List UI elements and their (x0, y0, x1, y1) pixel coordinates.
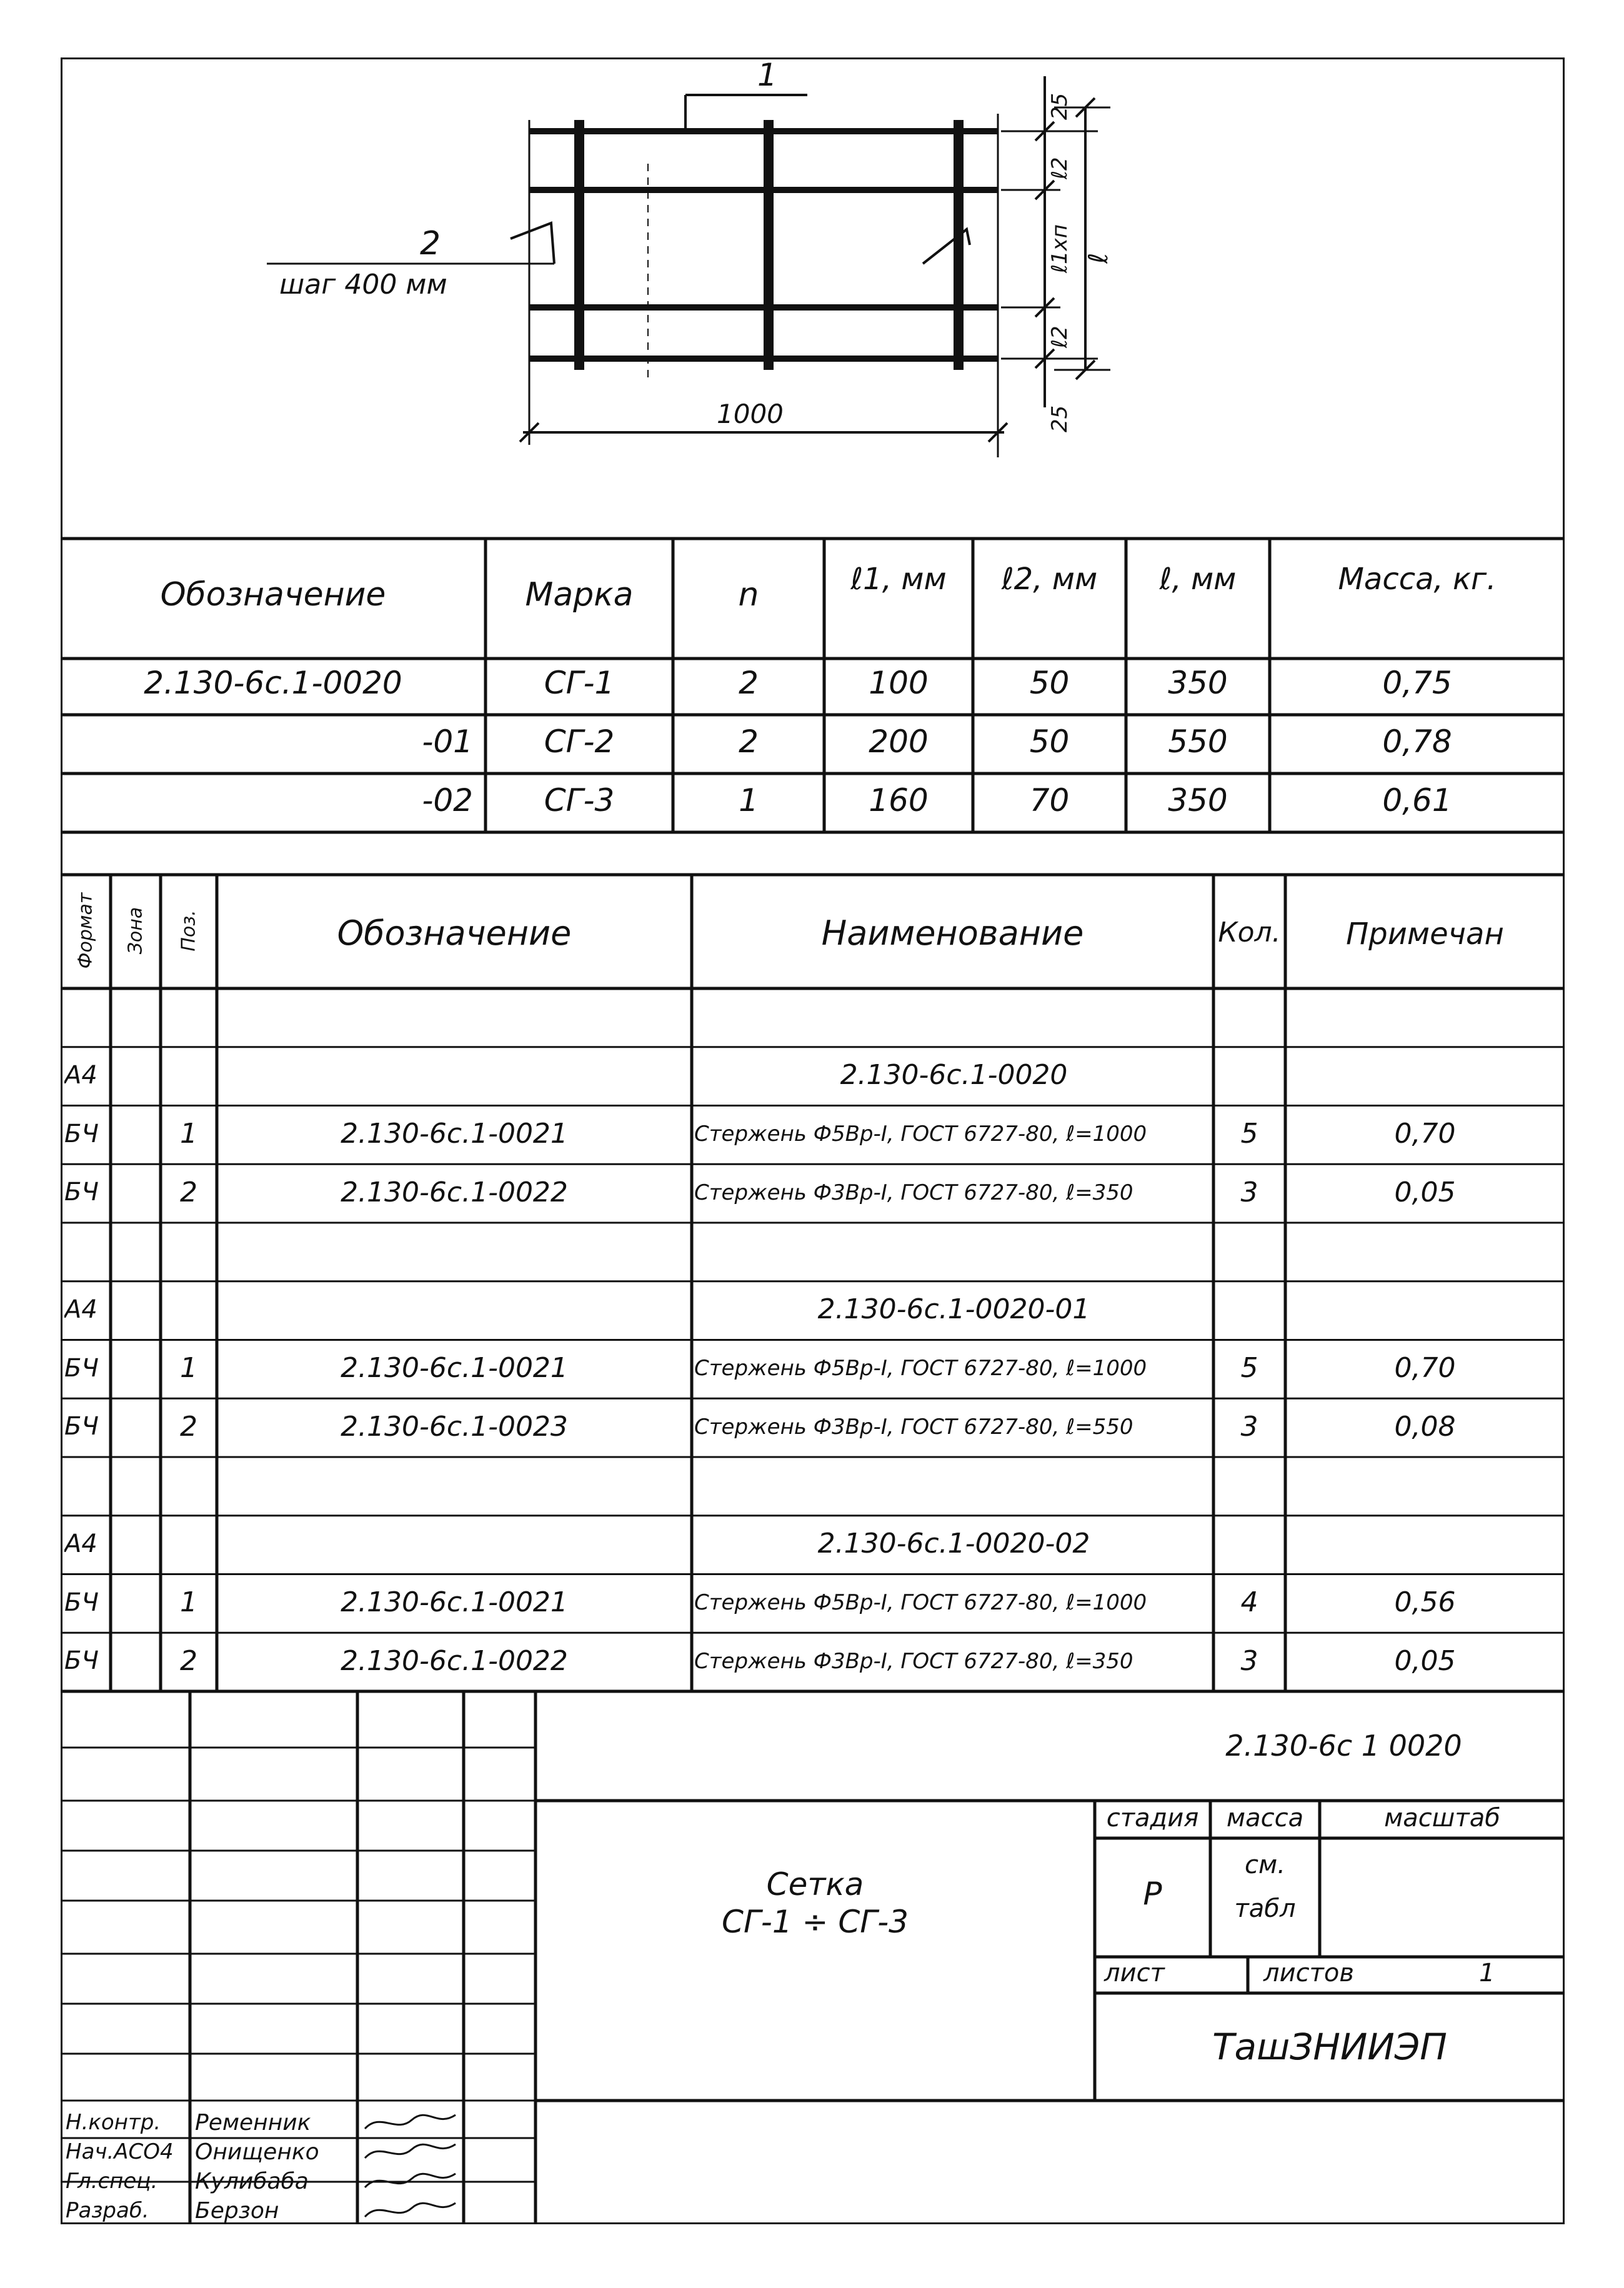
spec-cell-name: 2.130-6с.1-0020-02 (817, 1528, 1090, 1560)
spec-cell-name: Стержень Ф3Вр-I, ГОСТ 6727-80, ℓ=350 (694, 1649, 1133, 1674)
mesh-cell-l1: 160 (869, 782, 929, 818)
mesh-cell-n: 1 (739, 782, 759, 818)
spec-cell-note: 0,56 (1394, 1586, 1456, 1619)
signature-role: Нач.АСО4 (66, 2139, 174, 2164)
organization: ТашЗНИИЭП (1212, 2026, 1447, 2068)
spec-cell-pos: 2 (180, 1176, 197, 1208)
mesh-drawing (267, 76, 1110, 457)
signature-role: Н.контр. (66, 2110, 161, 2135)
spec-cell-pos: 1 (180, 1118, 197, 1150)
mesh-cell-l: 550 (1168, 724, 1228, 760)
spec-cell-pos: 2 (180, 1410, 197, 1443)
dim-length: 1000 (717, 399, 784, 429)
mesh-header-mark: Марка (525, 576, 634, 614)
signature-scribble (362, 2197, 462, 2224)
mesh-header-l: ℓ, мм (1159, 562, 1237, 597)
spec-cell-designation: 2.130-6с.1-0022 (341, 1176, 568, 1208)
mesh-cell-l1: 200 (869, 724, 929, 760)
dim-top-margin: 25 (1047, 92, 1072, 120)
sheets-value: 1 (1479, 1959, 1495, 1987)
spec-cell-note: 0,05 (1394, 1176, 1456, 1208)
spec-header-qty: Кол. (1218, 917, 1281, 948)
stage-label: стадия (1106, 1804, 1199, 1833)
mesh-cell-l1: 100 (869, 665, 929, 701)
dim-l: ℓ (1083, 252, 1113, 264)
mass-value-1: см. (1245, 1851, 1285, 1879)
spec-header-zone: Зона (124, 907, 147, 955)
signature-scribble (362, 2138, 462, 2166)
signature-name: Кулибаба (195, 2169, 309, 2194)
signature-scribble (362, 2109, 462, 2136)
stage-value: Р (1143, 1876, 1162, 1912)
spec-cell-format: БЧ (64, 1119, 99, 1148)
callout-1: 1 (757, 57, 777, 93)
spec-cell-qty: 3 (1240, 1644, 1258, 1677)
mesh-cell-l2: 50 (1029, 724, 1070, 760)
mesh-header-n: n (738, 576, 759, 614)
mesh-row-designation: 2.130-6с.1-0020 (144, 665, 402, 701)
callout-2: 2 (420, 225, 441, 262)
spec-cell-designation: 2.130-6с.1-0021 (341, 1352, 568, 1385)
mesh-header-l1: ℓ1, мм (850, 562, 947, 597)
step-label: шаг 400 мм (279, 269, 447, 301)
mesh-cell-l: 350 (1168, 665, 1228, 701)
spec-cell-qty: 5 (1240, 1118, 1258, 1150)
sheet-label: лист (1104, 1959, 1165, 1987)
spec-cell-format: БЧ (64, 1588, 99, 1617)
signature-role: Разраб. (66, 2198, 149, 2223)
dim-l2-top: ℓ2 (1047, 157, 1072, 179)
spec-header-name: Наименование (821, 913, 1084, 953)
sheets-label: листов (1263, 1959, 1354, 1987)
dim-l2-bottom: ℓ2 (1047, 326, 1072, 348)
spec-cell-note: 0,08 (1394, 1410, 1456, 1443)
mass-label: масса (1226, 1804, 1304, 1833)
spec-cell-qty: 3 (1240, 1410, 1258, 1443)
mesh-row-designation: -02 (422, 782, 473, 818)
dim-bottom-margin: 25 (1047, 405, 1072, 432)
signature-scribble (362, 2167, 462, 2195)
spec-cell-name: 2.130-6с.1-0020-01 (817, 1293, 1090, 1326)
mesh-cell-l2: 70 (1029, 782, 1070, 818)
spec-cell-format: БЧ (64, 1412, 99, 1441)
spec-table-grid (61, 875, 1565, 1691)
spec-cell-format: БЧ (64, 1353, 99, 1383)
spec-cell-qty: 3 (1240, 1176, 1258, 1208)
spec-cell-name: Стержень Ф3Вр-I, ГОСТ 6727-80, ℓ=350 (694, 1180, 1133, 1206)
spec-cell-name: 2.130-6с.1-0020 (840, 1059, 1068, 1092)
spec-header-pos: Поз. (177, 910, 200, 952)
spec-cell-note: 0,70 (1394, 1352, 1456, 1385)
mesh-cell-l: 350 (1168, 782, 1228, 818)
spec-cell-format: А4 (64, 1060, 97, 1090)
spec-cell-pos: 2 (180, 1644, 197, 1677)
signature-name: Берзон (195, 2198, 279, 2224)
mesh-cell-n: 2 (739, 665, 759, 701)
spec-cell-designation: 2.130-6с.1-0021 (341, 1586, 568, 1619)
mesh-row-designation: -01 (422, 724, 473, 760)
mesh-header-l2: ℓ2, мм (1001, 562, 1098, 597)
mesh-cell-mark: СГ-3 (544, 782, 615, 818)
mass-value-2: табл (1234, 1894, 1296, 1923)
dim-l1: ℓ1хп (1047, 224, 1072, 273)
spec-cell-name: Стержень Ф5Вр-I, ГОСТ 6727-80, ℓ=1000 (694, 1122, 1147, 1147)
spec-cell-pos: 1 (180, 1586, 197, 1619)
spec-cell-format: БЧ (64, 1178, 99, 1207)
signature-name: Ременник (195, 2110, 311, 2136)
spec-cell-designation: 2.130-6с.1-0023 (341, 1410, 568, 1443)
mesh-header-mass: Масса, кг. (1338, 562, 1497, 597)
spec-cell-format: А4 (64, 1529, 97, 1558)
mesh-cell-mass: 0,75 (1382, 665, 1452, 701)
doc-number: 2.130-6с 1 0020 (1225, 1729, 1462, 1763)
spec-cell-designation: 2.130-6с.1-0022 (341, 1644, 568, 1677)
spec-cell-pos: 1 (180, 1352, 197, 1385)
spec-cell-name: Стержень Ф5Вр-I, ГОСТ 6727-80, ℓ=1000 (694, 1356, 1147, 1381)
spec-cell-format: БЧ (64, 1646, 99, 1676)
spec-cell-qty: 4 (1240, 1586, 1258, 1619)
spec-cell-note: 0,05 (1394, 1644, 1456, 1677)
title-line-2: СГ-1 ÷ СГ-3 (722, 1904, 909, 1940)
spec-cell-designation: 2.130-6с.1-0021 (341, 1118, 568, 1150)
mesh-cell-l2: 50 (1029, 665, 1070, 701)
spec-cell-name: Стержень Ф5Вр-I, ГОСТ 6727-80, ℓ=1000 (694, 1590, 1147, 1616)
scale-label: масштаб (1384, 1804, 1500, 1833)
signature-role: Гл.спец. (66, 2169, 158, 2194)
spec-cell-note: 0,70 (1394, 1118, 1456, 1150)
mesh-cell-mass: 0,61 (1382, 782, 1452, 818)
spec-cell-format: А4 (64, 1295, 97, 1324)
title-line-1: Сетка (766, 1866, 864, 1903)
signature-name: Онищенко (195, 2139, 319, 2165)
drawing-sheet (61, 57, 1565, 2224)
mesh-cell-mark: СГ-1 (544, 665, 615, 701)
mesh-cell-mass: 0,78 (1382, 724, 1452, 760)
spec-header-note: Примечан (1346, 917, 1504, 952)
mesh-cell-mark: СГ-2 (544, 724, 615, 760)
spec-cell-qty: 5 (1240, 1352, 1258, 1385)
mesh-cell-n: 2 (739, 724, 759, 760)
spec-cell-name: Стержень Ф3Вр-I, ГОСТ 6727-80, ℓ=550 (694, 1415, 1133, 1440)
mesh-header-designation: Обозначение (160, 576, 386, 614)
spec-header-designation: Обозначение (337, 913, 572, 953)
spec-header-format: Формат (74, 892, 97, 969)
